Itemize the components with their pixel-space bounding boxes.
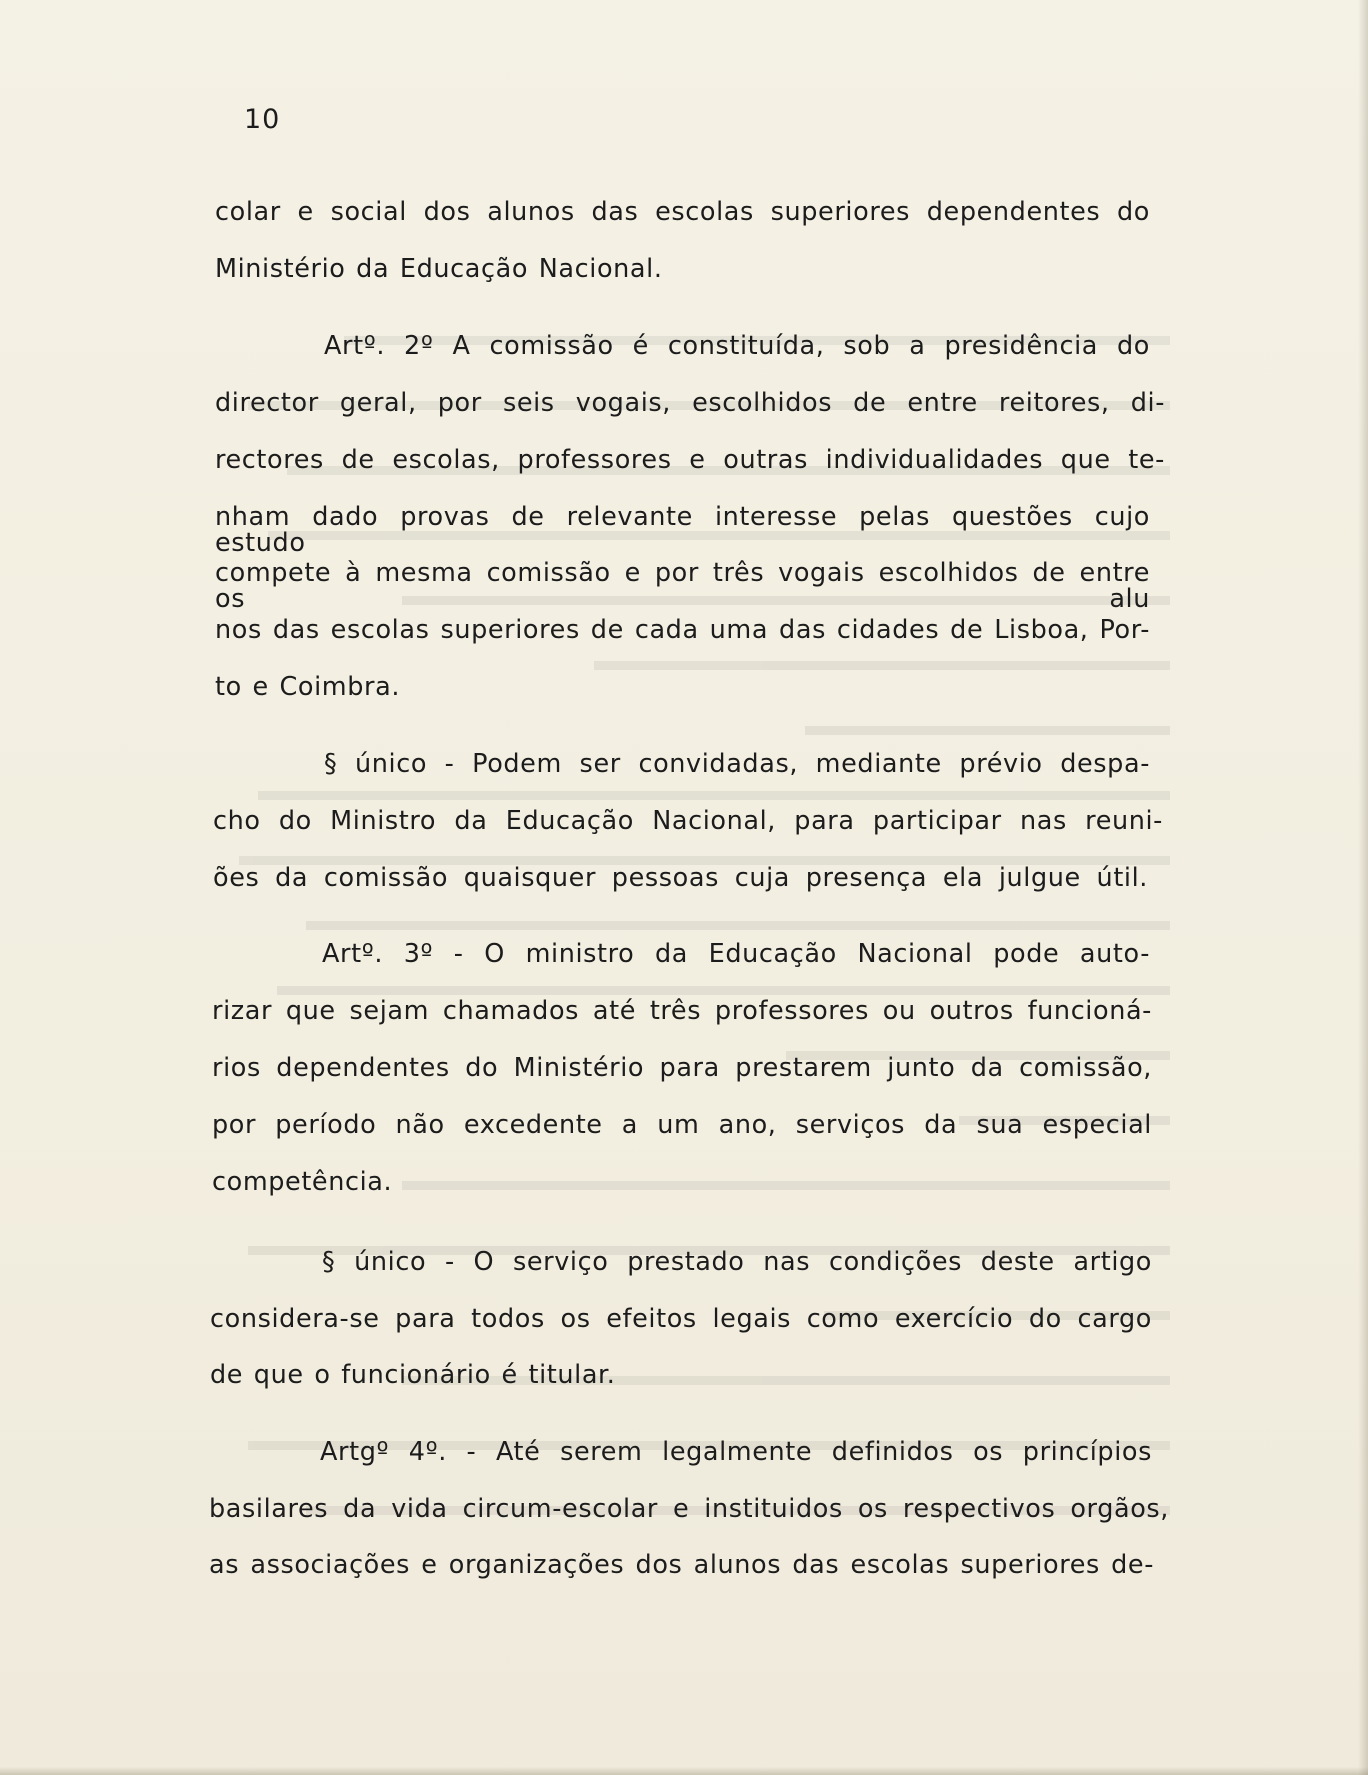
text-line: director geral, por seis vogais, escolhidos de entre reitores, di-: [215, 388, 1165, 418]
text-line: compete à mesma comissão e por três vogais escolhidos de entre os alu: [215, 558, 1150, 614]
page-edge-shadow-bottom: [0, 1767, 1368, 1775]
text-line: competência.: [212, 1167, 393, 1197]
text-line: § único - Podem ser convidadas, mediante prévio despa-: [324, 749, 1150, 779]
text-line: Ministério da Educação Nacional.: [215, 254, 663, 284]
text-line: as associações e organizações dos alunos das escolas superiores de-: [209, 1550, 1154, 1580]
text-line: nham dado provas de relevante interesse pelas questões cujo estudo: [215, 502, 1150, 558]
text-line: Artº. 2º A comissão é constituída, sob a presidência do: [324, 331, 1150, 361]
text-line: basilares da vida circum-escolar e instituidos os respectivos orgãos,: [209, 1494, 1169, 1524]
text-line: rectores de escolas, professores e outras individualidades que te-: [215, 445, 1165, 475]
text-line: de que o funcionário é titular.: [210, 1360, 616, 1390]
text-line: Artgº 4º. - Até serem legalmente definidos os princípios: [320, 1437, 1152, 1467]
page-number: 10: [244, 104, 281, 135]
text-line: colar e social dos alunos das escolas superiores dependentes do: [215, 197, 1150, 227]
text-line: rios dependentes do Ministério para prestarem junto da comissão,: [212, 1053, 1152, 1083]
text-line: Artº. 3º - O ministro da Educação Nacional pode auto-: [322, 939, 1150, 969]
text-line: considera-se para todos os efeitos legais como exercício do cargo: [210, 1304, 1152, 1334]
text-line: rizar que sejam chamados até três professores ou outros funcioná-: [212, 996, 1152, 1026]
text-line: to e Coimbra.: [215, 672, 401, 702]
text-line: § único - O serviço prestado nas condições deste artigo: [322, 1247, 1152, 1277]
text-line: cho do Ministro da Educação Nacional, para participar nas reuni-: [213, 806, 1163, 836]
text-line: nos das escolas superiores de cada uma das cidades de Lisboa, Por-: [215, 615, 1150, 645]
text-line: ões da comissão quaisquer pessoas cuja presença ela julgue útil.: [213, 863, 1148, 893]
page-edge-shadow-right: [1358, 0, 1368, 1775]
text-line: por período não excedente a um ano, serviços da sua especial: [212, 1110, 1152, 1140]
